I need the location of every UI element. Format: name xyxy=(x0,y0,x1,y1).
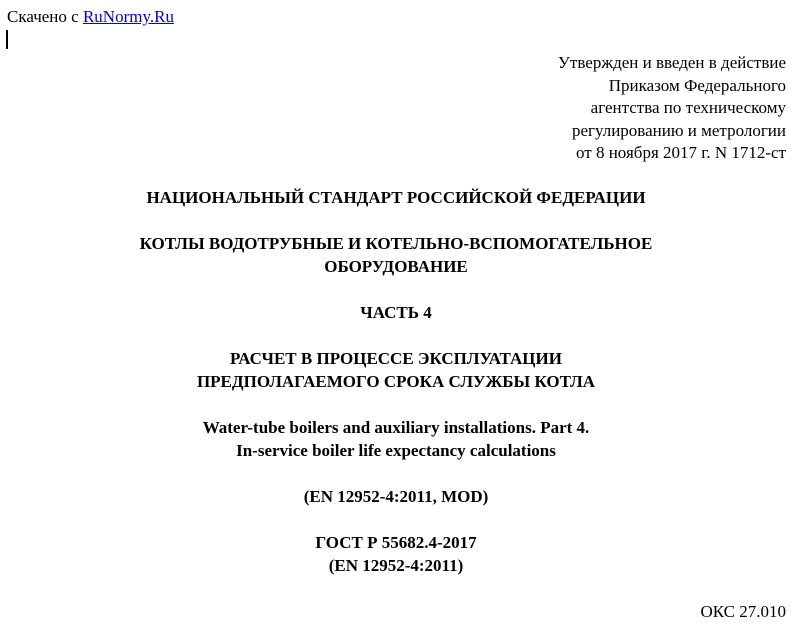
gost-en-reference: (EN 12952-4:2011) xyxy=(328,555,464,575)
text-cursor xyxy=(6,30,8,49)
okc-code: ОКС 27.010 xyxy=(700,602,786,621)
title-line: КОТЛЫ ВОДОТРУБНЫЕ И КОТЕЛЬНО-ВСПОМОГАТЕЛЬНОЕ xyxy=(139,234,653,253)
approval-line: агентства по техническому xyxy=(590,98,786,117)
source-line xyxy=(7,6,174,28)
subtitle-line: ПРЕДПОЛАГАЕМОГО СРОКА СЛУЖБЫ КОТЛА xyxy=(196,371,596,391)
gost-designation xyxy=(0,532,792,577)
approval-line: регулированию и метрологии xyxy=(571,120,786,140)
part-heading: ЧАСТЬ 4 xyxy=(360,303,432,322)
gost-number: ГОСТ Р 55682.4-2017 xyxy=(315,533,477,552)
english-title xyxy=(0,417,792,462)
source-prefix: Скачено с xyxy=(7,7,83,26)
approval-line: Утвержден и введен в действие xyxy=(557,53,786,72)
en-reference: (EN 12952-4:2011, MOD) xyxy=(303,487,489,506)
title-line: ОБОРУДОВАНИЕ xyxy=(324,256,468,276)
subtitle-heading xyxy=(0,348,792,393)
english-title-line: In-service boiler life expectancy calculations xyxy=(236,440,556,460)
runormy-link[interactable]: RuNormy.Ru xyxy=(82,7,174,26)
approval-block xyxy=(558,52,786,165)
subtitle-line: РАСЧЕТ В ПРОЦЕССЕ ЭКСПЛУАТАЦИИ xyxy=(230,349,562,368)
english-title-line: Water-tube boilers and auxiliary installations. Part 4. xyxy=(202,418,590,437)
national-standard-heading: НАЦИОНАЛЬНЫЙ СТАНДАРТ РОССИЙСКОЙ ФЕДЕРАЦИИ xyxy=(146,188,646,207)
approval-line: Приказом Федерального xyxy=(608,75,786,95)
title-heading xyxy=(0,233,792,278)
approval-line: от 8 ноября 2017 г. N 1712-ст xyxy=(576,143,786,162)
